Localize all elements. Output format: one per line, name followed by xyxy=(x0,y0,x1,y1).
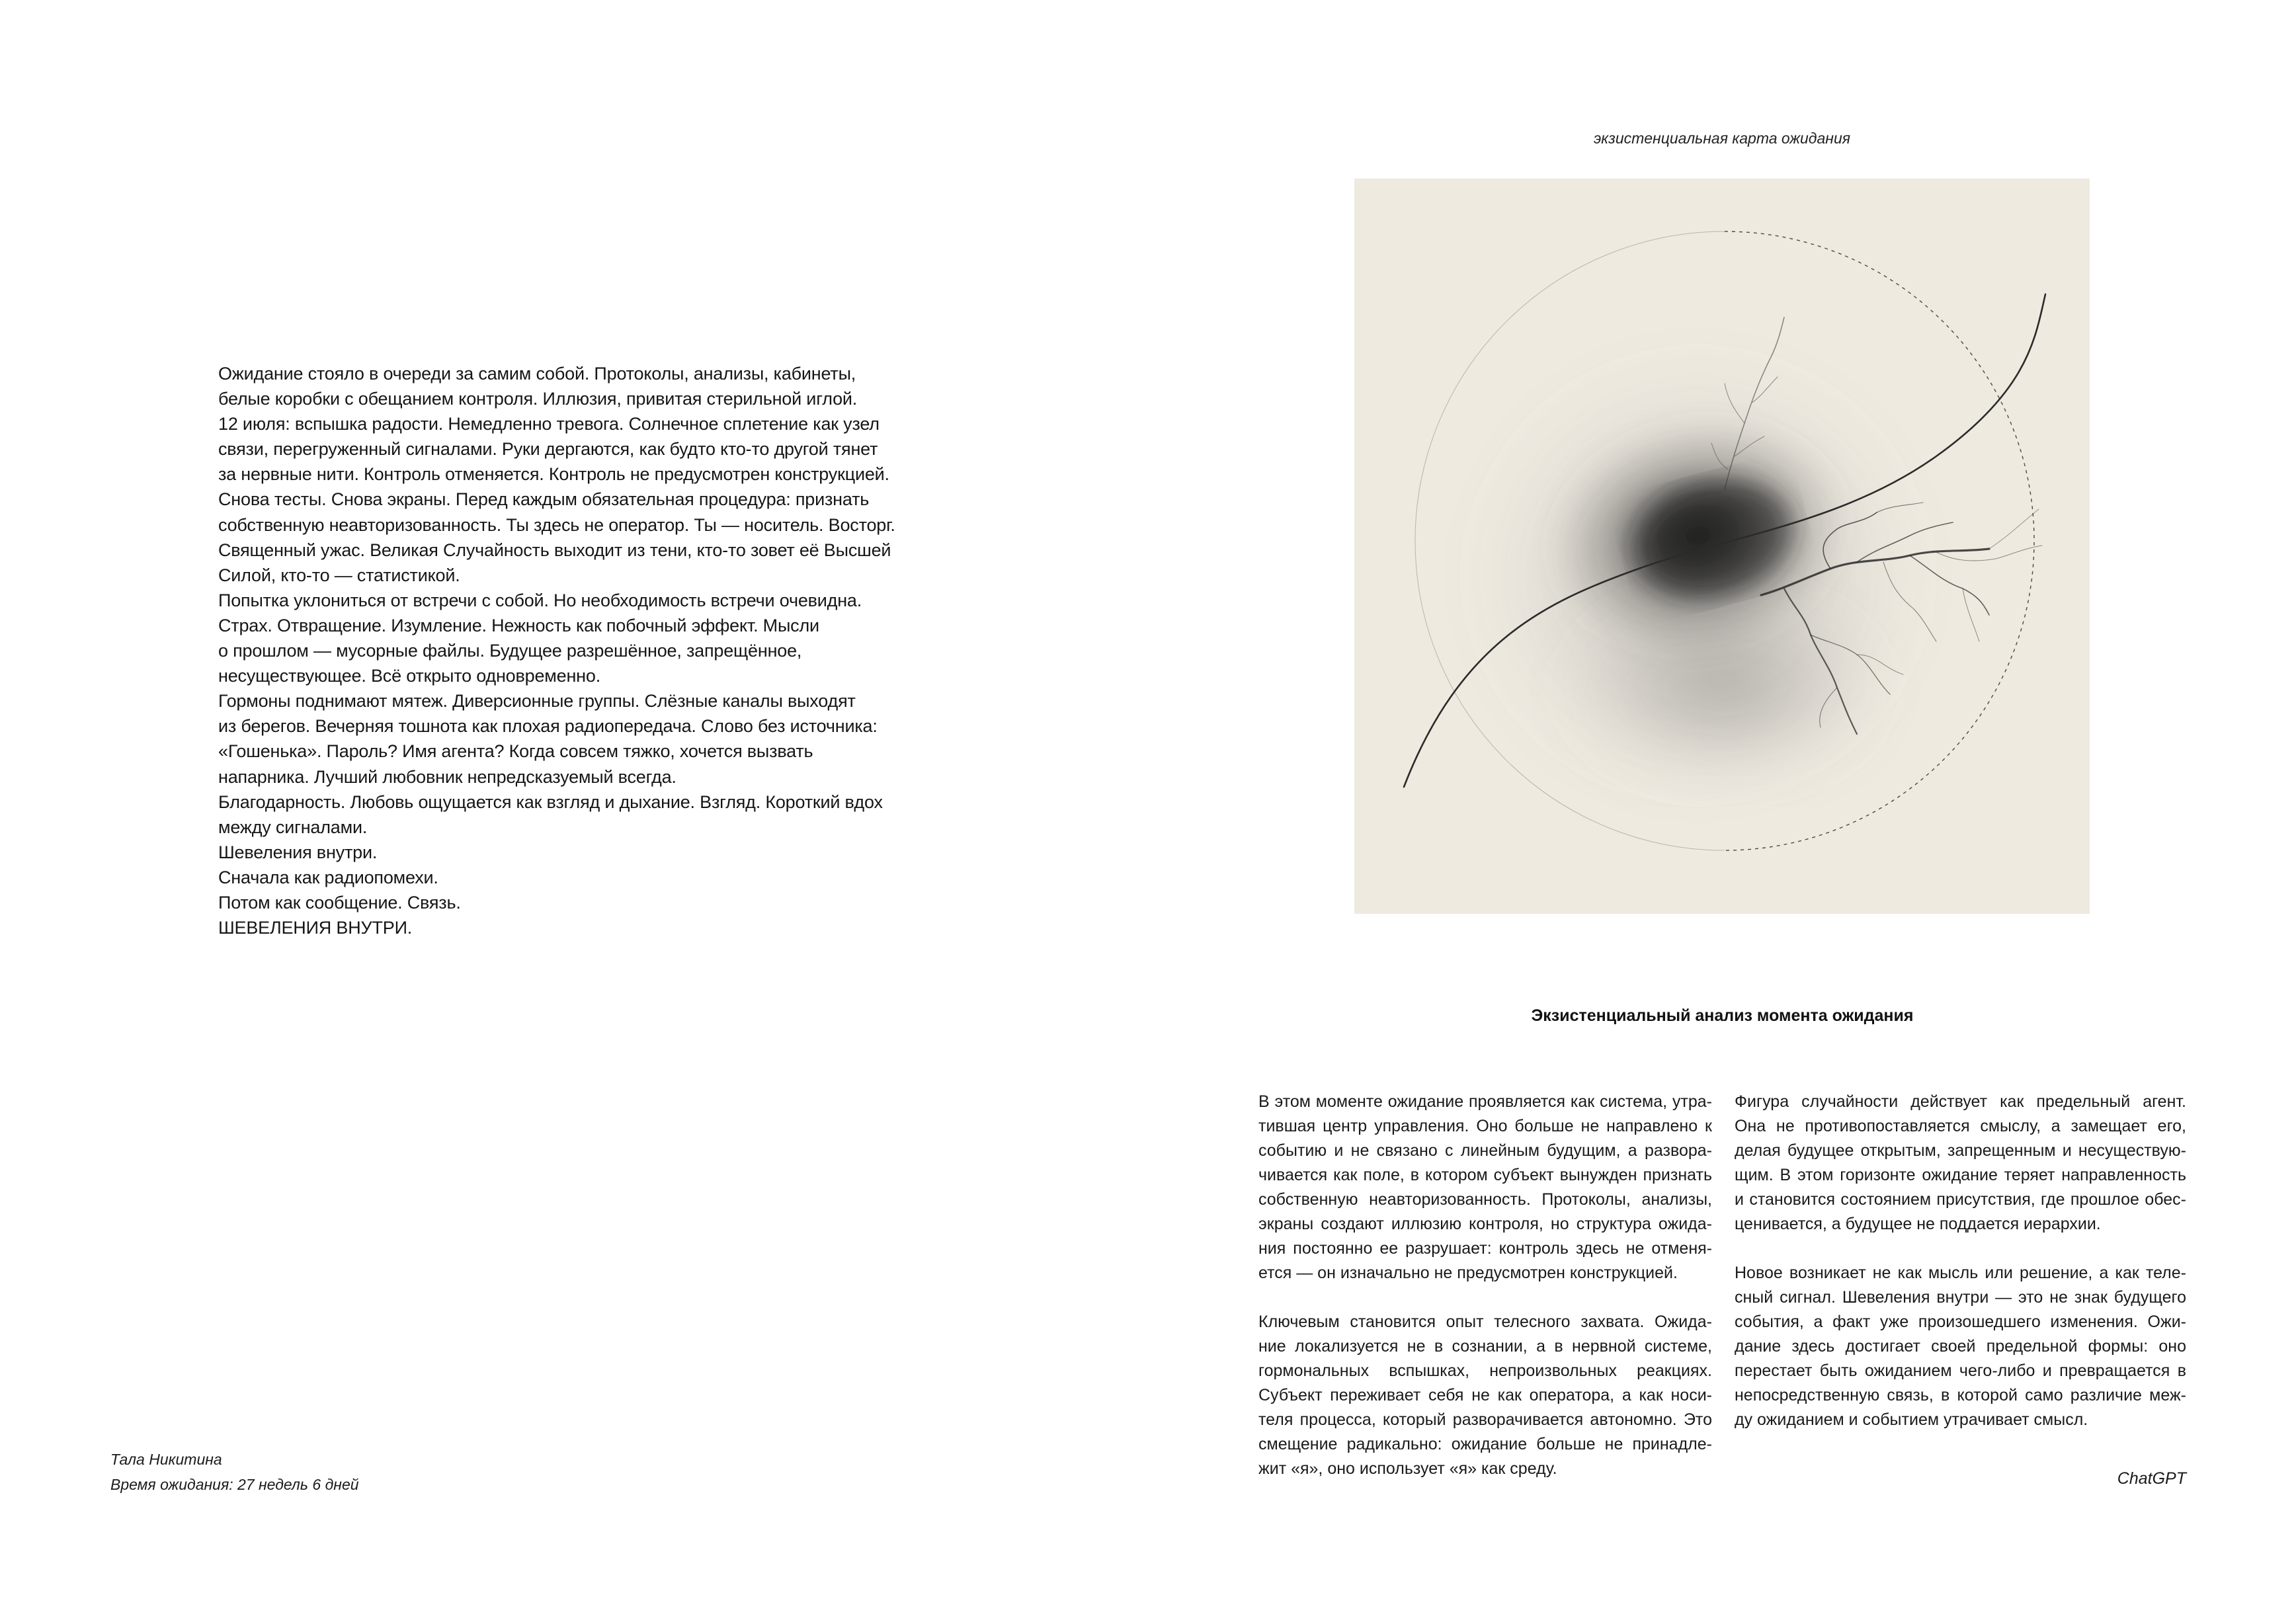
text-line: делая будущее открытым, запрещенным и несуществую- xyxy=(1735,1141,2186,1160)
prose-line: Благодарность. Любовь ощущается как взгляд и дыхание. Взгляд. Короткий вдох xyxy=(218,792,883,812)
text-line: непосредственную связь, в которой само различие меж- xyxy=(1735,1386,2186,1404)
prose-line: из берегов. Вечерняя тошнота как плохая радиопередача. Слово без источника: xyxy=(218,716,878,737)
waiting-time: Время ожидания: 27 недель 6 дней xyxy=(110,1476,359,1493)
text-line: ется — он изначально не предусмотрен конструкцией. xyxy=(1258,1264,1678,1282)
text-line: Она не противопоставляется смыслу, а замещает его, xyxy=(1735,1117,2186,1135)
prose-line: Снова тесты. Снова экраны. Перед каждым обязательная процедура: признать xyxy=(218,489,870,510)
author-name: Тала Никитина xyxy=(110,1451,222,1468)
prose-line: «Гошенька». Пароль? Имя агента? Когда совсем тяжко, хочется вызвать xyxy=(218,741,813,762)
analysis-paragraph xyxy=(1735,1261,2186,1432)
analysis-column-left xyxy=(1258,1090,1712,1506)
text-line: гормональных вспышках, непроизвольных реакциях. xyxy=(1258,1361,1712,1380)
figure-caption: экзистенциальная карта ожидания xyxy=(1593,130,1851,147)
text-line: чивается как поле, в котором субъект вынужден признать xyxy=(1258,1166,1712,1184)
analysis-column-right xyxy=(1735,1090,2186,1457)
text-line: дание здесь достигает своей предельной формы: оно xyxy=(1735,1337,2186,1356)
text-line: ния постоянно ее разрушает: контроль здесь не отменя- xyxy=(1258,1239,1712,1258)
text-line: Субъект переживает себя не как оператора, а как носи- xyxy=(1258,1386,1712,1404)
text-line: сный сигнал. Шевеления внутри — это не знак будущего xyxy=(1735,1288,2186,1307)
prose-line: Священный ужас. Великая Случайность выходит из тени, кто-то зовет её Высшей xyxy=(218,540,891,560)
prose-line: Сначала как радиопомехи. xyxy=(218,867,438,887)
text-line: ние локализуется не в сознании, а в нервной системе, xyxy=(1258,1337,1712,1356)
artwork-illustration xyxy=(1354,179,2090,914)
signature: ChatGPT xyxy=(2117,1469,2186,1488)
text-line: собственную неавторизованность. Протоколы, анализы, xyxy=(1258,1190,1712,1209)
analysis-paragraph xyxy=(1735,1090,2186,1237)
prose-line: о прошлом — мусорные файлы. Будущее разрешённое, запрещённое, xyxy=(218,641,802,661)
text-line: Новое возникает не как мысль или решение, а как теле- xyxy=(1735,1264,2186,1282)
text-line: перестает быть ожиданием чего-либо и превращается в xyxy=(1735,1361,2186,1380)
text-line: теля процесса, который разворачивается автономно. Это xyxy=(1258,1410,1712,1429)
text-line: Фигура случайности действует как предельный агент. xyxy=(1735,1092,2186,1111)
text-line: Ключевым становится опыт телесного захвата. Ожида- xyxy=(1258,1313,1712,1331)
prose-line: Силой, кто-то — статистикой. xyxy=(218,565,460,585)
text-line: ценивается, а будущее не поддается иерархии. xyxy=(1735,1215,2101,1233)
prose-line: напарника. Лучший любовник непредсказуемый всегда. xyxy=(218,766,676,787)
prose-line: Попытка уклониться от встречи с собой. Но необходимость встречи очевидна. xyxy=(218,590,862,610)
text-line: события, а факт уже произошедшего изменения. Ожи- xyxy=(1735,1313,2186,1331)
analysis-paragraph xyxy=(1258,1090,1712,1285)
prose-line: ШЕВЕЛЕНИЯ ВНУТРИ. xyxy=(218,918,413,938)
prose-line: белые коробки с обещанием контроля. Иллюзия, привитая стерильной иглой. xyxy=(218,389,858,409)
prose-line: связи, перегруженный сигналами. Руки дергаются, как будто кто-то другой тянет xyxy=(218,439,878,460)
prose-line: Шевеления внутри. xyxy=(218,842,378,862)
text-line: В этом моменте ожидание проявляется как система, утра- xyxy=(1258,1092,1712,1111)
prose-line: Гормоны поднимают мятеж. Диверсионные группы. Слёзные каналы выходят xyxy=(218,691,856,711)
analysis-paragraph xyxy=(1258,1310,1712,1481)
prose-line: за нервные нити. Контроль отменяется. Контроль не предусмотрен конструкцией. xyxy=(218,464,889,485)
prose-line: Страх. Отвращение. Изумление. Нежность как побочный эффект. Мысли xyxy=(218,615,819,635)
author-caption xyxy=(110,1447,359,1497)
text-line: смещение радикально: ожидание больше не принадле- xyxy=(1258,1435,1712,1453)
prose-line: собственную неавторизованность. Ты здесь не оператор. Ты — носитель. Восторг. xyxy=(218,514,895,535)
text-line: жит «я», оно использует «я» как среду. xyxy=(1258,1459,1557,1478)
artwork-existential-map xyxy=(1354,179,2090,914)
text-line: и становится состоянием присутствия, где прошлое обес- xyxy=(1735,1190,2186,1209)
text-line: щим. В этом горизонте ожидание теряет направленность xyxy=(1735,1166,2186,1184)
prose-line: Потом как сообщение. Связь. xyxy=(218,892,461,913)
text-line: ду ожиданием и событием утрачивает смысл. xyxy=(1735,1410,2088,1429)
prose-line: несуществующее. Всё открыто одновременно. xyxy=(218,666,600,686)
prose-text xyxy=(218,361,893,940)
prose-line: между сигналами. xyxy=(218,817,368,837)
text-line: тившая центр управления. Оно больше не направлено к xyxy=(1258,1117,1712,1135)
prose-line: 12 июля: вспышка радости. Немедленно тревога. Солнечное сплетение как узел xyxy=(218,414,880,434)
prose-line: Ожидание стояло в очереди за самим собой. Протоколы, анализы, кабинеты, xyxy=(218,364,856,384)
section-title: Экзистенциальный анализ момента ожидания xyxy=(1531,1006,1914,1025)
text-line: событию и не связано с линейным будущим, а развора- xyxy=(1258,1141,1712,1160)
text-line: экраны создают иллюзию контроля, но структура ожида- xyxy=(1258,1215,1712,1233)
